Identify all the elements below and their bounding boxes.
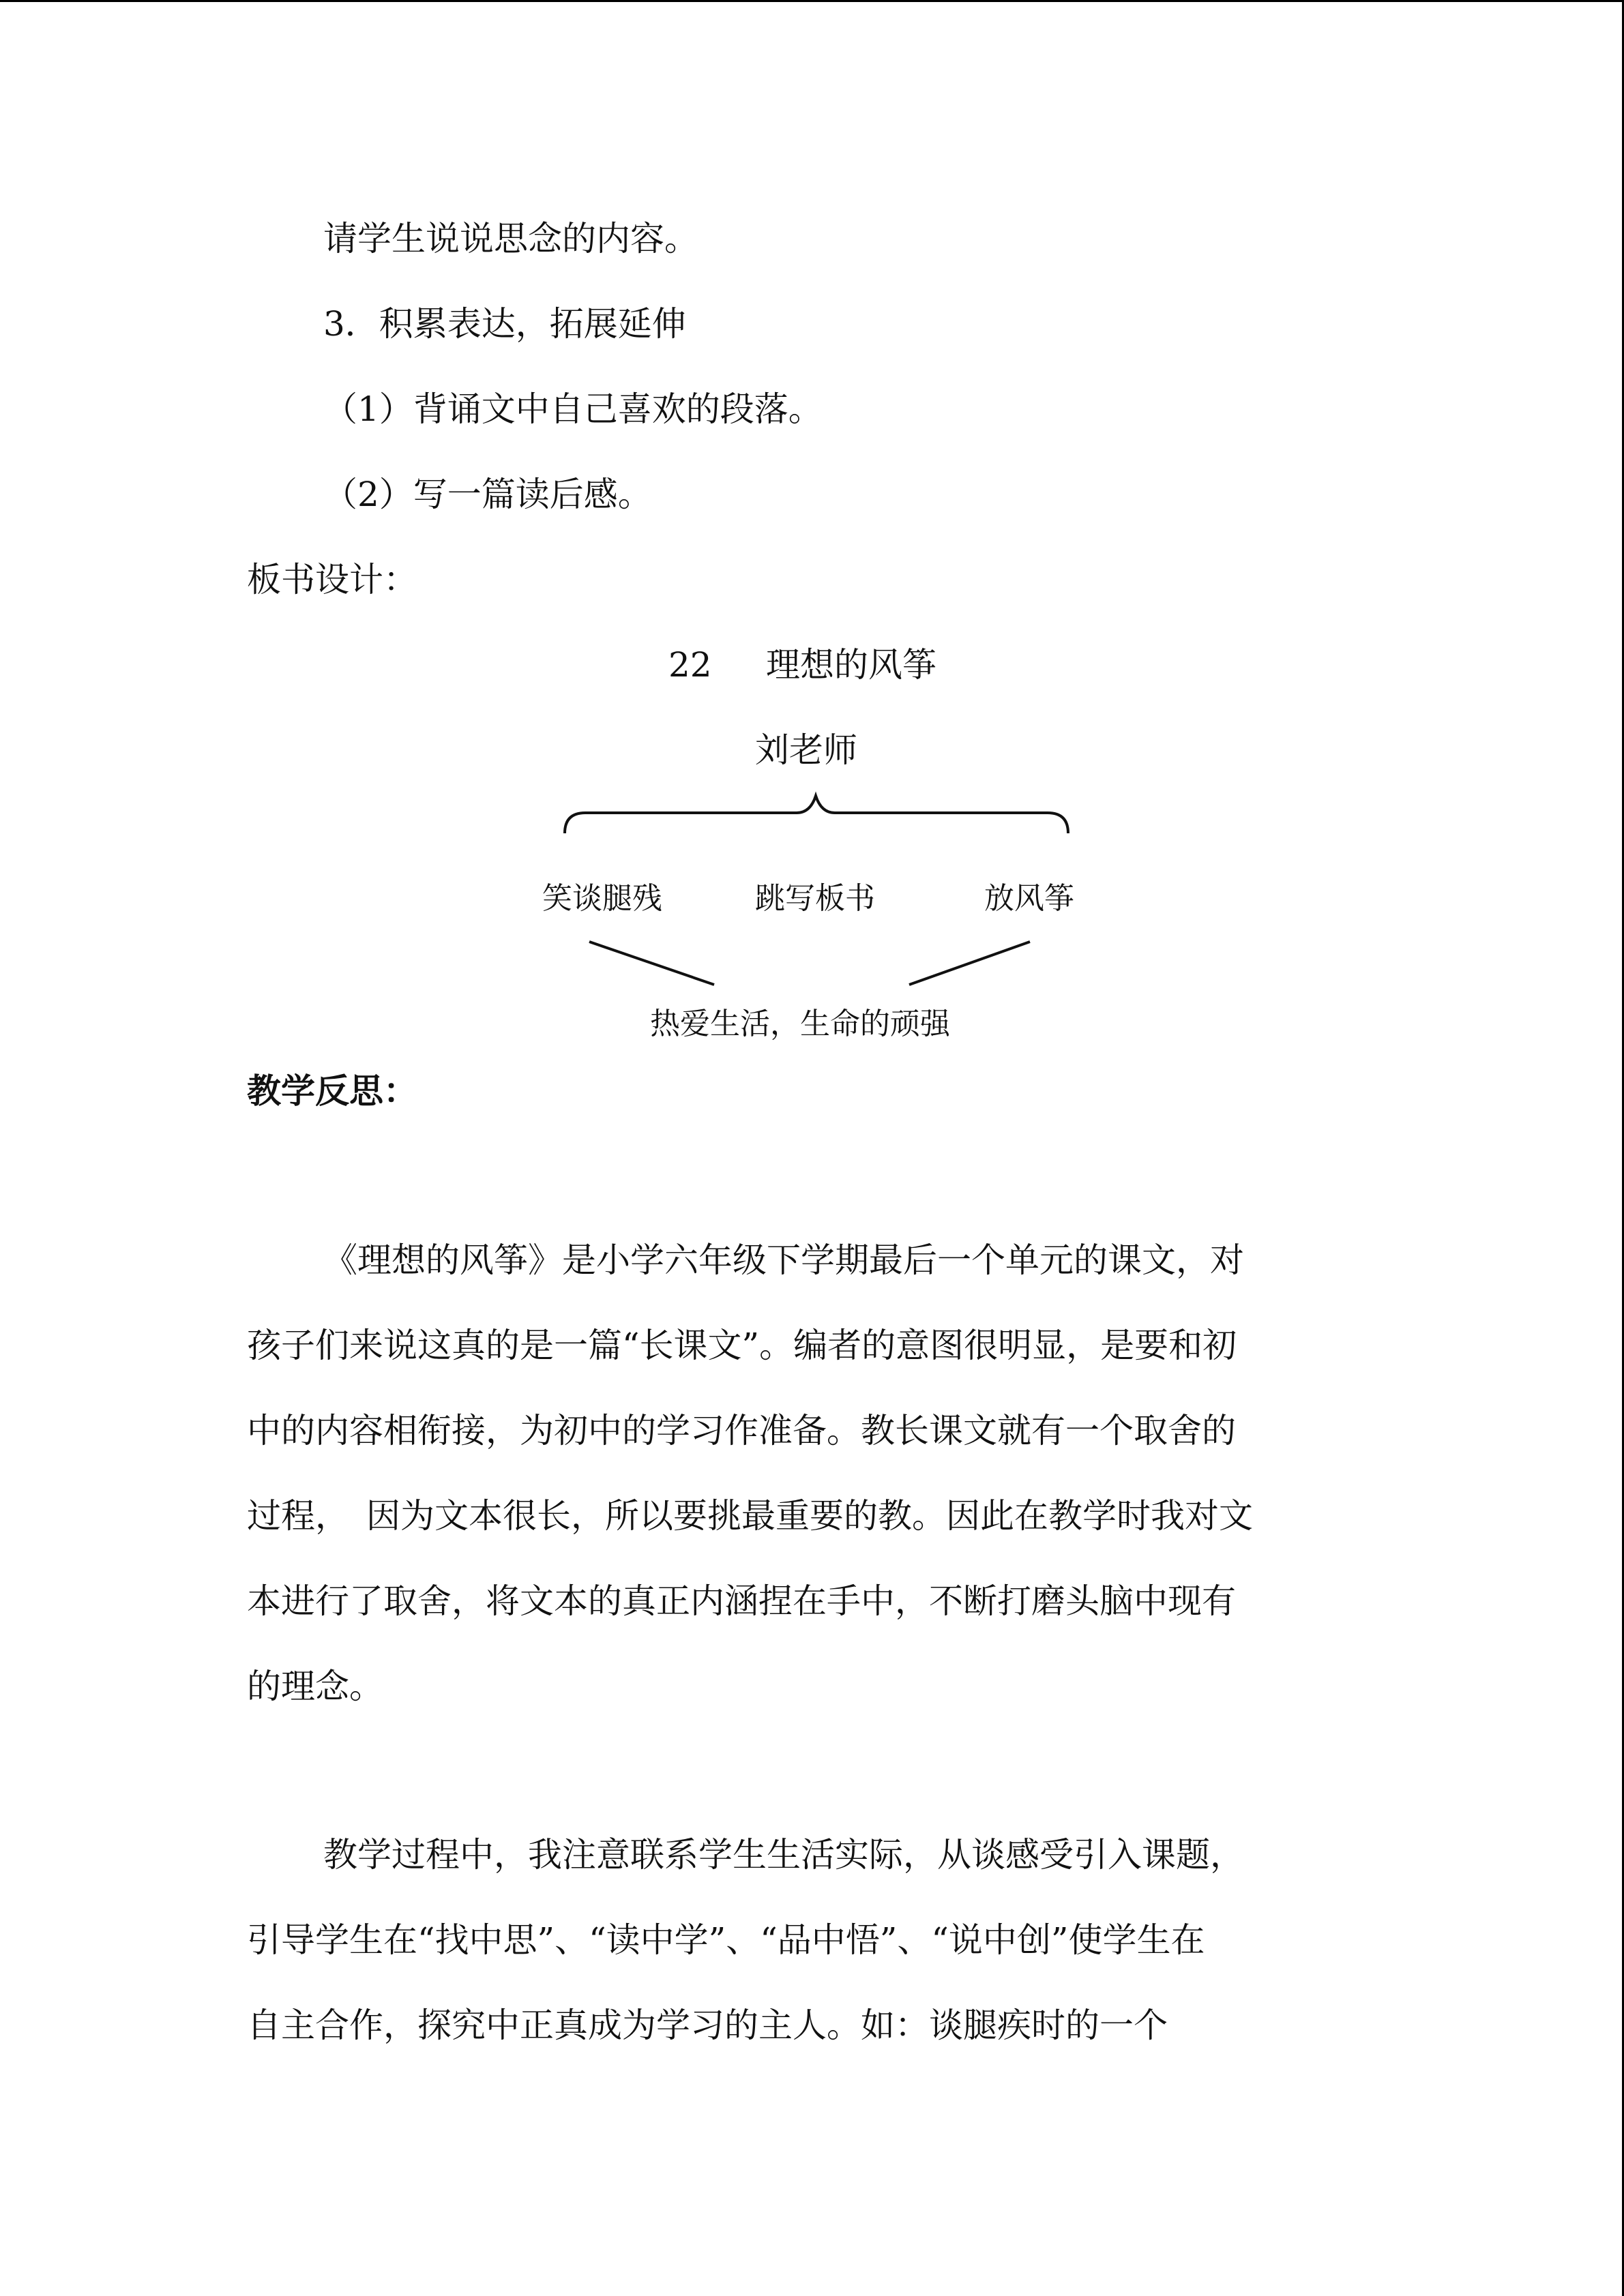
page-border-top (0, 0, 1624, 2)
paragraph-line: 本进行了取舍，将文本的真正内涵捏在手中，不断打磨头脑中现有 (247, 1581, 1236, 1621)
paragraph-line: 《理想的风筝》是小学六年级下学期最后一个单元的课文，对 (323, 1240, 1244, 1280)
paragraph-line: 的理念。 (247, 1667, 383, 1706)
step-item: （1）背诵文中自己喜欢的段落。 (323, 389, 823, 429)
lesson-title: 理想的风筝 (766, 645, 936, 685)
paragraph-line: 自主合作，探究中正真成为学习的主人。如：谈腿疾时的一个 (247, 2006, 1168, 2045)
paragraph-line: 引导学生在“找中思”、“读中学”、“品中悟”、“说中创”使学生在 (247, 1920, 1205, 1960)
board-event: 跳写板书 (755, 881, 875, 916)
paragraph-line: 孩子们来说这真的是一篇“长课文”。编者的意图很明显，是要和初 (247, 1326, 1237, 1365)
paragraph-line: 教学过程中，我注意联系学生生活实际，从谈感受引入课题， (323, 1835, 1244, 1875)
lesson-number: 22 (668, 645, 712, 685)
board-conclusion: 热爱生活，生命的顽强 (650, 1007, 950, 1041)
brace (565, 796, 1068, 833)
connector-left (589, 942, 714, 985)
board-event: 笑谈腿残 (542, 881, 662, 916)
lesson-line: 请学生说说思念的内容。 (323, 219, 698, 258)
step-item: （2）写一篇读后感。 (323, 475, 652, 514)
teacher-name: 刘老师 (755, 730, 857, 770)
board-design-heading: 板书设计： (247, 560, 417, 599)
paragraph-line: 过程， 因为文本很长，所以要挑最重要的教。因此在教学时我对文 (247, 1496, 1253, 1536)
reflection-heading: 教学反思： (247, 1071, 417, 1111)
step-heading: 3．积累表达，拓展延伸 (323, 304, 686, 344)
connector-right (909, 942, 1030, 985)
board-event: 放风筝 (984, 881, 1074, 916)
paragraph-line: 中的内容相衔接，为初中的学习作准备。教长课文就有一个取舍的 (247, 1411, 1236, 1450)
